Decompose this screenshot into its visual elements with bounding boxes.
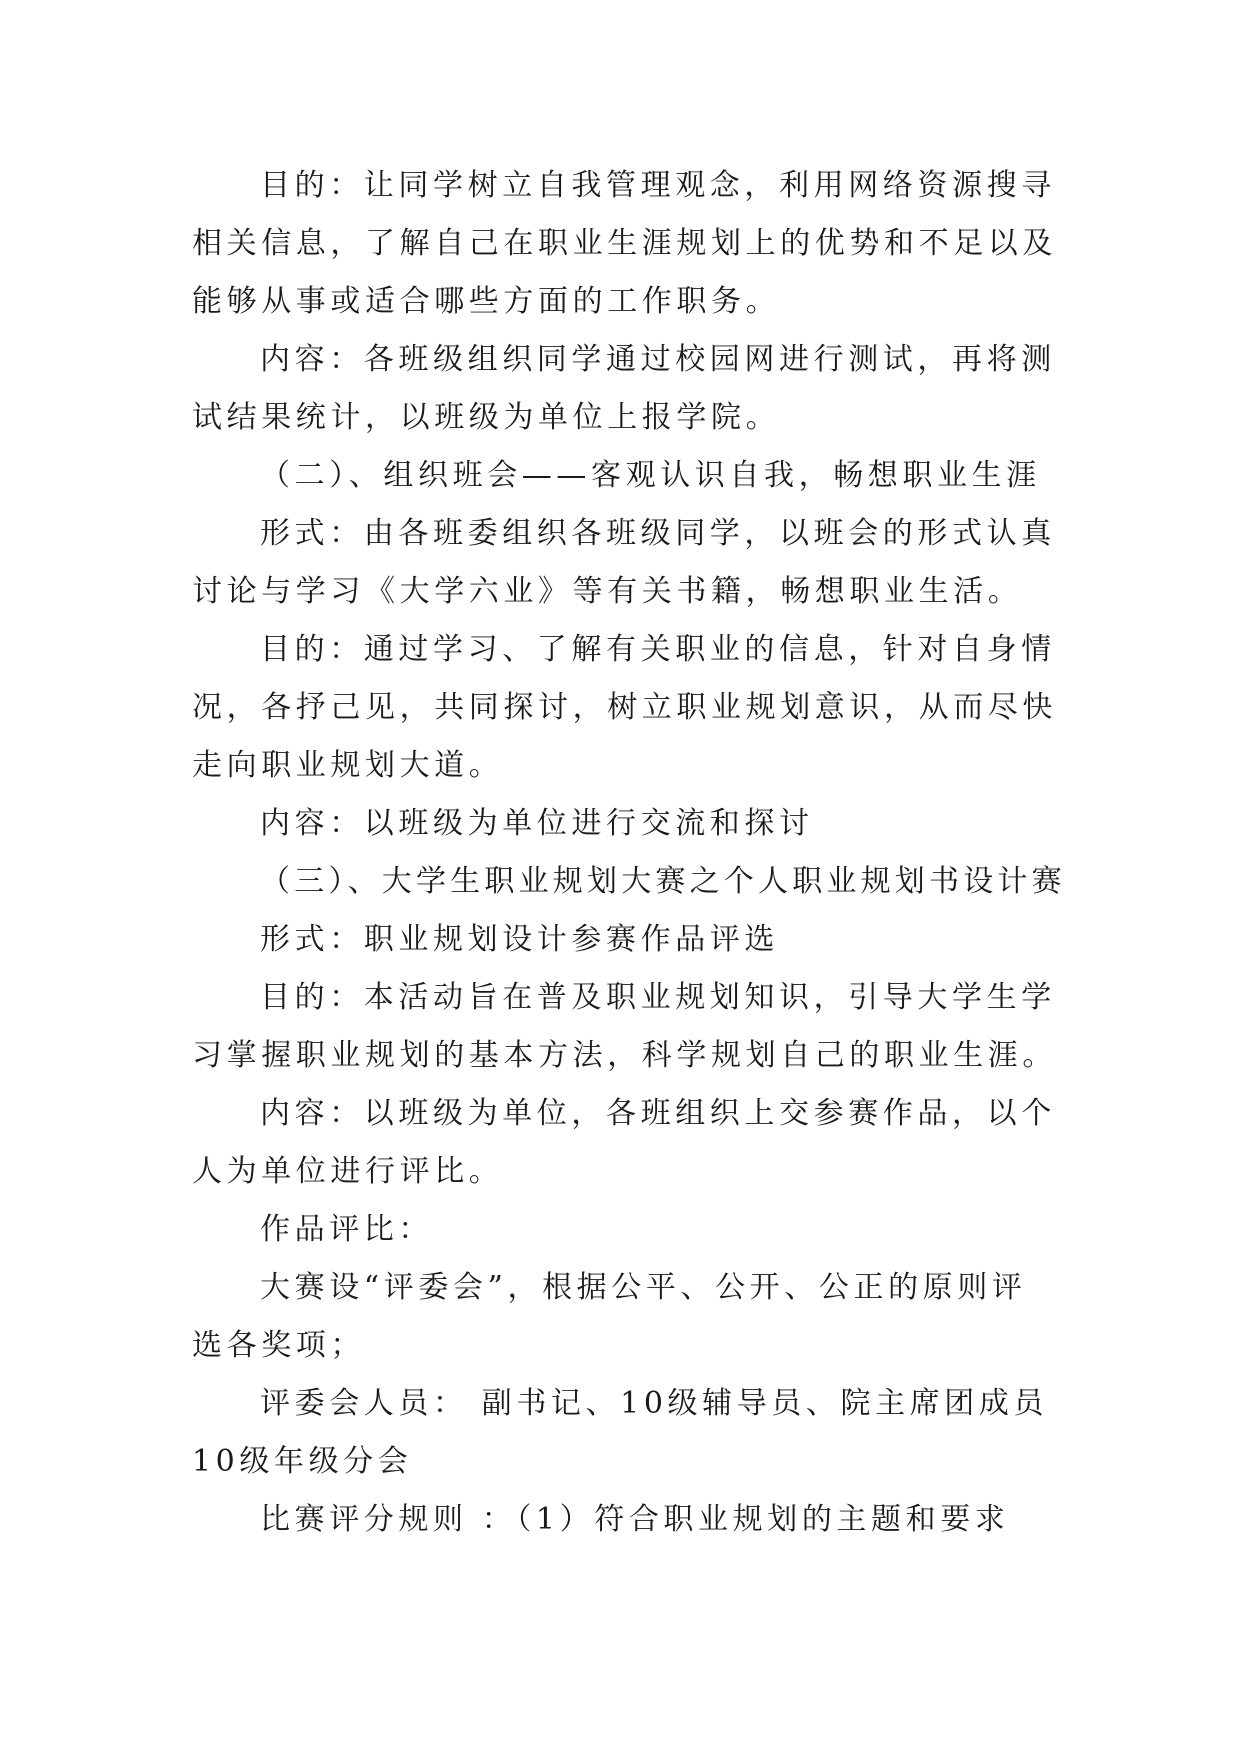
paragraph-form-2: 形式：由各班委组织各班级同学，以班会的形式认真讨论与学习《大学六业》等有关书籍，畅想职业生活。 bbox=[192, 516, 1056, 609]
paragraph-purpose-1: 目的：让同学树立自我管理观念，利用网络资源搜寻相关信息，了解自己在职业生涯规划上的优势和不足以及能够从事或适合哪些方面的工作职务。 bbox=[192, 168, 1057, 319]
paragraph-purpose-2: 目的：通过学习、了解有关职业的信息，针对自身情况，各抒己见，共同探讨，树立职业规划意识，从而尽快走向职业规划大道。 bbox=[192, 632, 1057, 783]
document-body bbox=[192, 157, 1066, 1549]
section-heading-2: （二）、组织班会——客观认识自我，畅想职业生涯 bbox=[260, 458, 1041, 493]
paragraph-content-3: 内容：以班级为单位，各班组织上交参赛作品，以个人为单位进行评比。 bbox=[192, 1096, 1056, 1189]
paragraph-evaluation-heading: 作品评比： bbox=[260, 1212, 433, 1247]
paragraph-jury: 大赛设“评委会”，根据公平、公开、公正的原则评选各奖项； bbox=[192, 1270, 1027, 1363]
paragraph-purpose-3: 目的：本活动旨在普及职业规划知识，引导大学生学习掌握职业规划的基本方法，科学规划自己的职业生涯。 bbox=[192, 980, 1057, 1073]
paragraph-content-2: 内容：以班级为单位进行交流和探讨 bbox=[260, 806, 814, 841]
paragraph-form-3: 形式：职业规划设计参赛作品评选 bbox=[260, 922, 779, 957]
paragraph-jury-members: 评委会人员： 副书记、10级辅导员、院主席团成员10级年级分会 bbox=[192, 1386, 1049, 1479]
paragraph-content-1: 内容：各班级组织同学通过校园网进行测试，再将测试结果统计，以班级为单位上报学院。 bbox=[192, 342, 1056, 435]
section-heading-3: （三）、大学生职业规划大赛之个人职业规划书设计赛 bbox=[260, 864, 1066, 899]
paragraph-scoring-rules: 比赛评分规则 ：（1）符合职业规划的主题和要求 bbox=[260, 1502, 1010, 1537]
